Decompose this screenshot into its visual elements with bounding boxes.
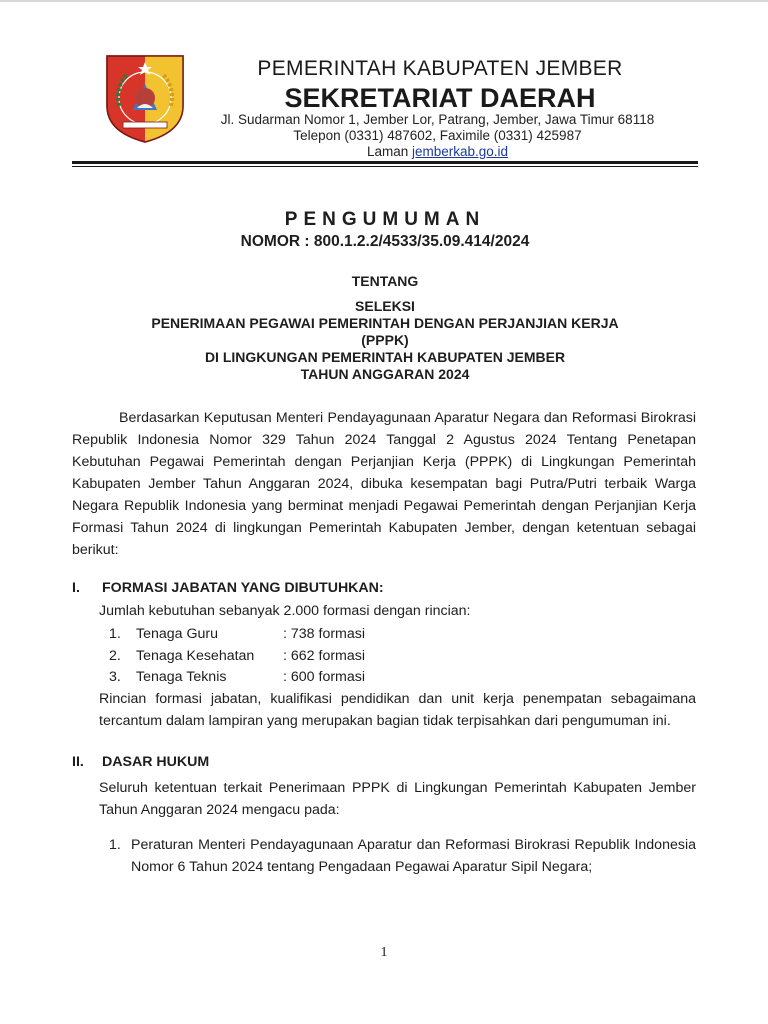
website-line: [200, 144, 675, 160]
header-rule-thick: [72, 161, 698, 164]
address-line: Jl. Sudarman Nomor 1, Jember Lor, Patrang, Jember, Jawa Timur 68118: [220, 112, 655, 127]
website-label: Laman: [366, 144, 409, 159]
office-name: SEKRETARIAT DAERAH: [284, 83, 596, 113]
item-label: Tenaga Teknis: [136, 669, 227, 685]
title-line: (PPPK): [361, 332, 409, 348]
item-number: 3.: [109, 669, 121, 685]
page-number: 1: [380, 945, 388, 960]
announcement-heading: PENGUMUMAN: [284, 209, 486, 230]
announcement-about: TENTANG: [351, 273, 419, 289]
coat-of-arms-icon: [105, 54, 185, 144]
title-line: SELEKSI: [355, 298, 415, 314]
phone-line: Telepon (0331) 487602, Faximile (0331) 425987: [293, 128, 582, 143]
section-1-heading: [72, 578, 384, 598]
title-line: TAHUN ANGGARAN 2024: [300, 366, 470, 382]
item-label: Tenaga Guru: [136, 626, 219, 642]
section-2-heading: [72, 752, 209, 772]
item-value: : 600 formasi: [283, 669, 366, 685]
government-name: PEMERINTAH KABUPATEN JEMBER: [257, 57, 623, 80]
letterhead: [190, 56, 690, 114]
item-label: Tenaga Kesehatan: [136, 648, 255, 664]
section-2-lead: Seluruh ketentuan terkait Penerimaan PPPK di Lingkungan Pemerintah Kabupaten Jember Tahun Anggaran 2024 mengacu pada:: [99, 780, 696, 818]
letterhead-contact: [200, 112, 675, 160]
formation-item: [109, 624, 365, 644]
item-number: 2.: [109, 648, 121, 664]
title-line: DI LINGKUNGAN PEMERINTAH KABUPATEN JEMBER: [204, 349, 566, 365]
section-1-lead: Jumlah kebutuhan sebanyak 2.000 formasi dengan rincian:: [99, 603, 471, 619]
item-number: 1.: [109, 837, 121, 853]
announcement-title: [72, 298, 698, 383]
section-title: FORMASI JABATAN YANG DIBUTUHKAN:: [102, 580, 384, 596]
formation-item: [109, 667, 365, 687]
section-number: II.: [72, 754, 84, 770]
section-1-note: Rincian formasi jabatan, kualifikasi pendidikan dan unit kerja penempatan sebagaimana tercantum dalam lampiran yang merupakan bagian tidak terpisahkan dari pengumuman ini.: [99, 691, 696, 729]
formation-item: [109, 646, 365, 666]
page-top-edge: [0, 0, 768, 2]
website-link[interactable]: jemberkab.go.id: [411, 144, 509, 159]
announcement-number: NOMOR : 800.1.2.2/4533/35.09.414/2024: [240, 233, 530, 250]
item-value: : 662 formasi: [283, 648, 366, 664]
item-value: : 738 formasi: [283, 626, 366, 642]
title-line: PENERIMAAN PEGAWAI PEMERINTAH DENGAN PERJANJIAN KERJA: [151, 315, 619, 331]
item-number: 1.: [109, 626, 121, 642]
legal-basis-item: [109, 834, 696, 878]
intro-paragraph: Berdasarkan Keputusan Menteri Pendayagunaan Aparatur Negara dan Reformasi Birokrasi Republik Indonesia Nomor 329 Tahun 2024 Tanggal 2 Agustus 2024 Tentang Penetapan Kebutuhan Pegawai Pemerintah dengan Perjanjian Kerja (PPPK) di Lingkungan Pemerintah Kabupaten Jember Tahun Anggaran 2024, dibuka kesempatan bagi Putra/Putri terbaik Warga Negara Republik Indonesia yang berminat menjadi Pegawai Pemerintah dengan Perjanjian Kerja Formasi Tahun 2024 di lingkungan Pemerintah Kabupaten Jember, dengan ketentuan sebagai berikut:: [72, 410, 696, 558]
section-number: I.: [72, 580, 80, 596]
item-text: Peraturan Menteri Pendayagunaan Aparatur dan Reformasi Birokrasi Republik Indonesia Nomor 6 Tahun 2024 tentang Pengadaan Pegawai Aparatur Sipil Negara;: [131, 837, 696, 875]
header-rule-thin: [72, 166, 698, 167]
section-title: DASAR HUKUM: [102, 754, 210, 770]
